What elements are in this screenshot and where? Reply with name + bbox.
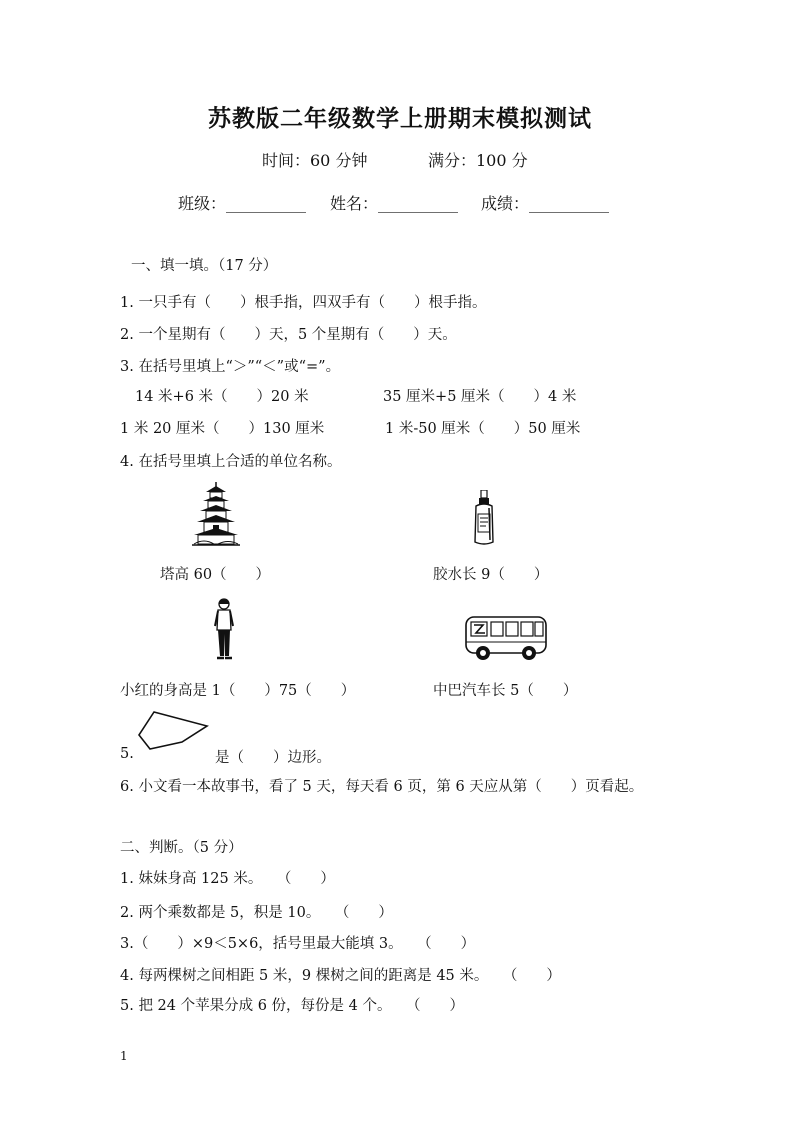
question-1-3c: 1 米 20 厘米（ ）130 厘米 (120, 421, 325, 437)
question-2-4: 4. 每两棵树之间相距 5 米，9 棵树之间的距离是 45 米。 （ ） (120, 968, 561, 984)
question-2-1: 1. 妹妹身高 125 米。 （ ） (120, 871, 335, 887)
grade-field-label: 成绩：__________ (481, 194, 610, 213)
question-2-3: 3.（ ）×9＜5×6，括号里最大能填 3。 （ ） (120, 936, 476, 952)
minibus-icon (463, 613, 549, 663)
question-2-5: 5. 把 24 个苹果分成 6 份，每份是 4 个。 （ ） (120, 998, 464, 1014)
section-1-heading: 一、填一填。（17 分） (131, 258, 278, 274)
question-1-4-glue: 胶水长 9（ ） (433, 567, 549, 583)
question-1-5-number: 5. (120, 746, 134, 762)
question-1-4-height: 小红的身高是 1（ ）75（ ） (120, 683, 356, 699)
pagoda-icon (192, 482, 240, 546)
question-1-5-text: 是（ ）边形。 (215, 750, 331, 766)
class-field-label: 班级：__________ (178, 194, 307, 213)
page-title: 苏教版二年级数学上册期末模拟测试 (208, 105, 592, 132)
question-1-3: 3. 在括号里填上“＞”“＜”或“=”。 (120, 359, 341, 375)
glue-bottle-icon (472, 490, 496, 546)
pentagon-shape-icon (136, 709, 210, 753)
question-1-2: 2. 一个星期有（ ）天，5 个星期有（ ）天。 (120, 327, 457, 343)
page-number: 1 (120, 1049, 128, 1063)
question-2-2: 2. 两个乘数都是 5，积是 10。 （ ） (120, 905, 393, 921)
question-1-3b: 35 厘米+5 厘米（ ）4 米 (383, 389, 577, 405)
question-1-4-bus: 中巴汽车长 5（ ） (433, 683, 578, 699)
question-1-3a: 14 米+6 米（ ）20 米 (135, 389, 309, 405)
girl-figure-icon (212, 598, 236, 660)
section-2-heading: 二、判断。（5 分） (120, 840, 243, 856)
score-total-label: 满分：100 分 (428, 151, 528, 170)
question-1-4-tower: 塔高 60（ ） (160, 567, 271, 583)
question-1-6: 6. 小文看一本故事书，看了 5 天，每天看 6 页，第 6 天应从第（ ）页看起。 (120, 779, 644, 795)
question-1-3d: 1 米-50 厘米（ ）50 厘米 (385, 421, 581, 437)
name-field-label: 姓名：__________ (330, 194, 459, 213)
time-label: 时间：60 分钟 (262, 151, 368, 170)
question-1-4: 4. 在括号里填上合适的单位名称。 (120, 454, 342, 470)
question-1-1: 1. 一只手有（ ）根手指，四双手有（ ）根手指。 (120, 295, 487, 311)
